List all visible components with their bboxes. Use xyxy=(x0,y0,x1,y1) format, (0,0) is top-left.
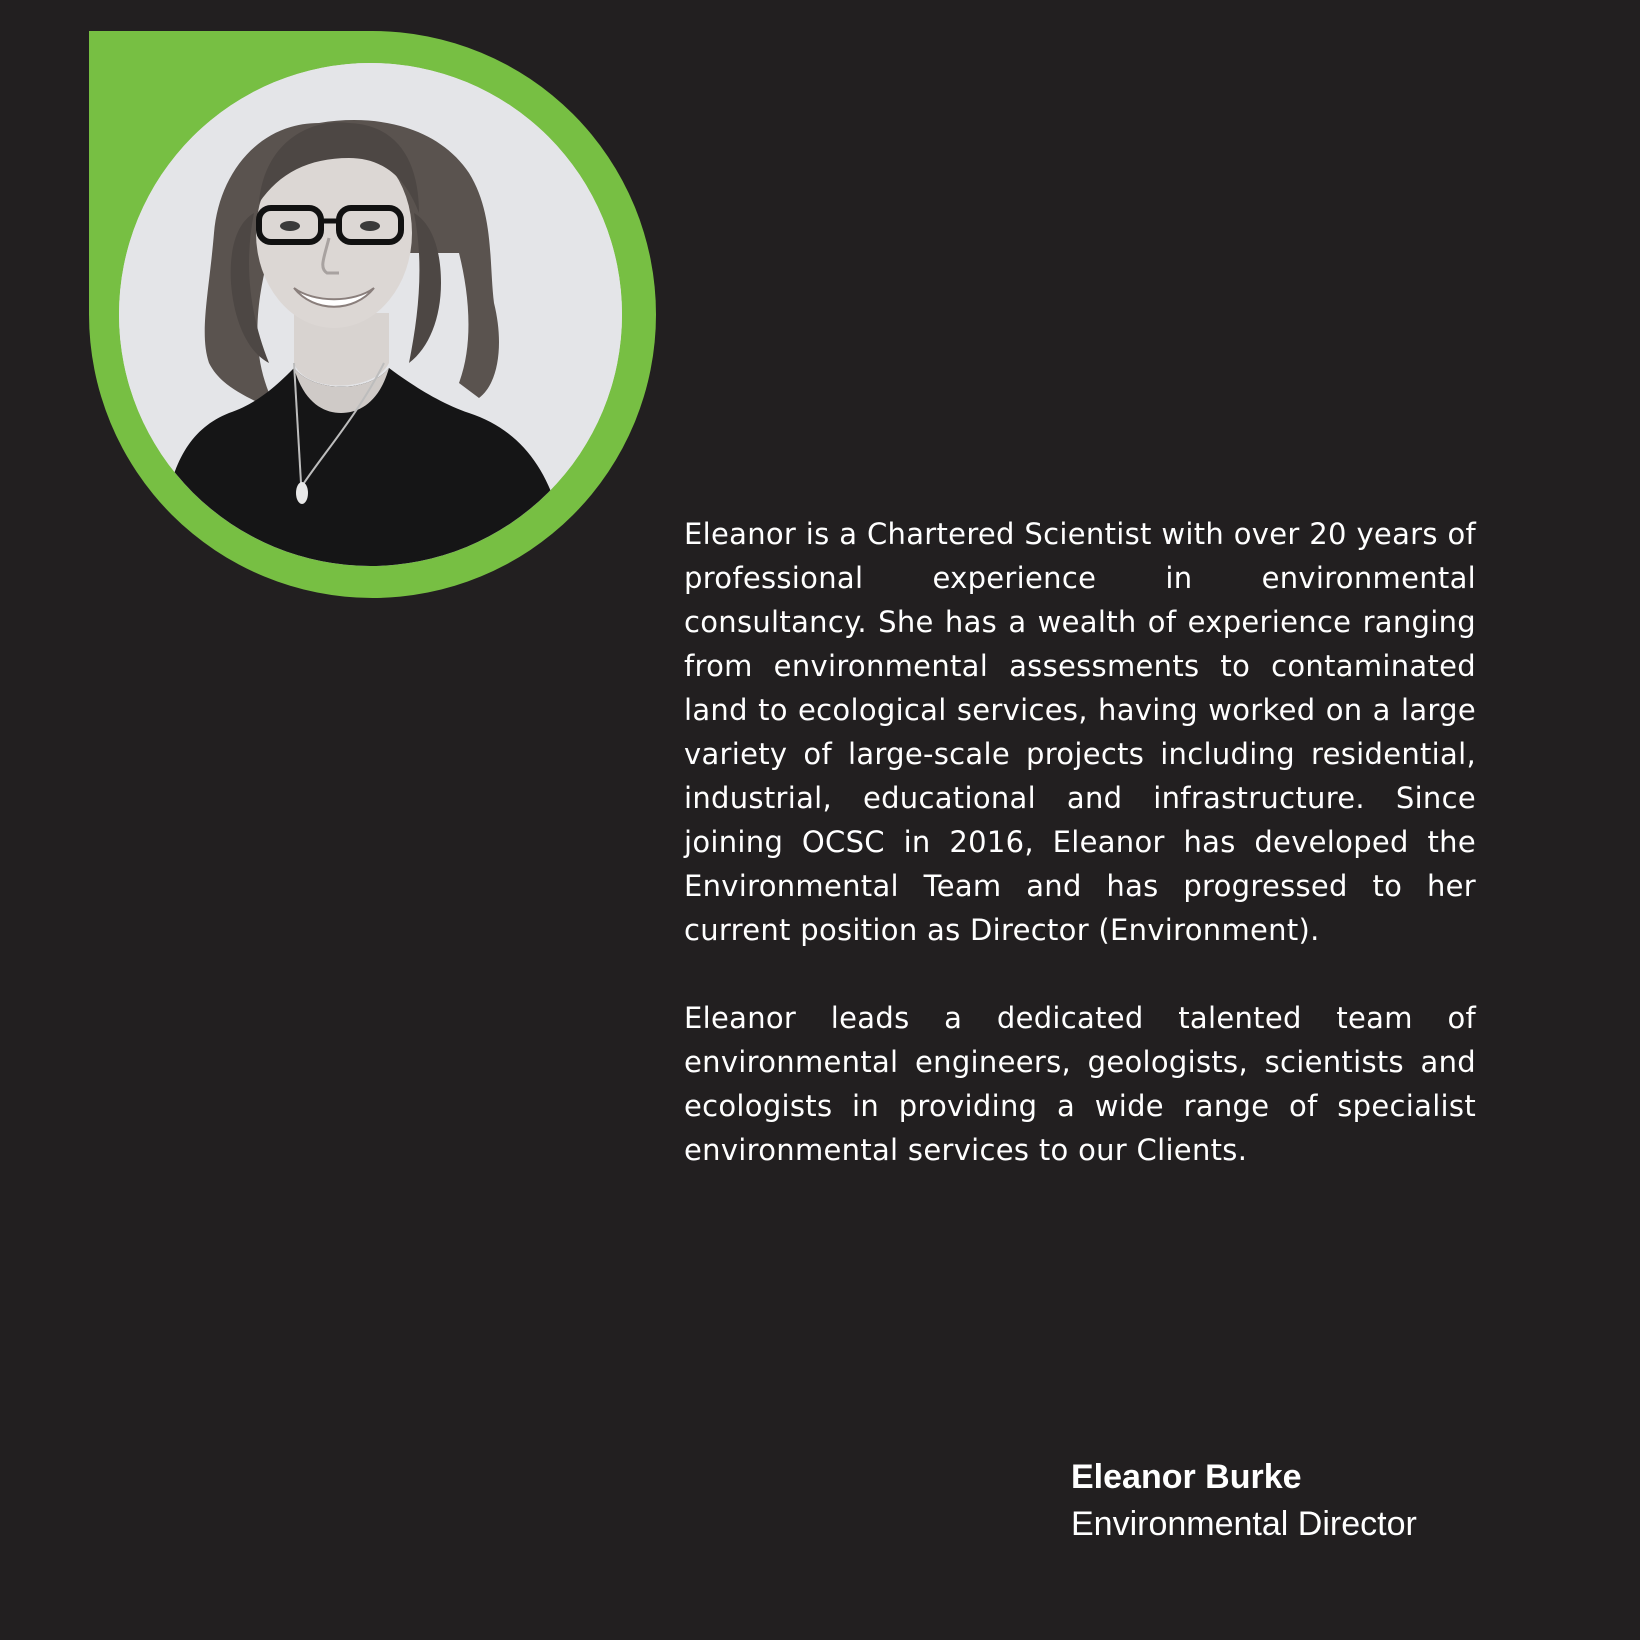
person-name: Eleanor Burke xyxy=(1071,1458,1302,1496)
bio-paragraph-2: Eleanor leads a dedicated talented team of environmental engineers, geologists, scientists and ecologists in providing a wide range of specialist environmental services to our Clients. xyxy=(684,1001,1476,1167)
bio-text xyxy=(684,512,1476,1216)
signature-block xyxy=(1071,1455,1611,1549)
bio-paragraph-1: Eleanor is a Chartered Scientist with over 20 years of professional experience in environmental consultancy. She has a wealth of experience ranging from environmental assessments to contaminated land to ecological services, having worked on a large variety of large-scale projects including residential, industrial, educational and infrastructure. Since joining OCSC in 2016, Eleanor has developed the Environmental Team and has progressed to her current position as Director (Environment). xyxy=(684,517,1476,947)
person-role: Environmental Director xyxy=(1071,1505,1417,1543)
portrait-frame xyxy=(89,31,656,598)
portrait-illustration xyxy=(119,63,622,566)
portrait-photo xyxy=(119,63,622,566)
